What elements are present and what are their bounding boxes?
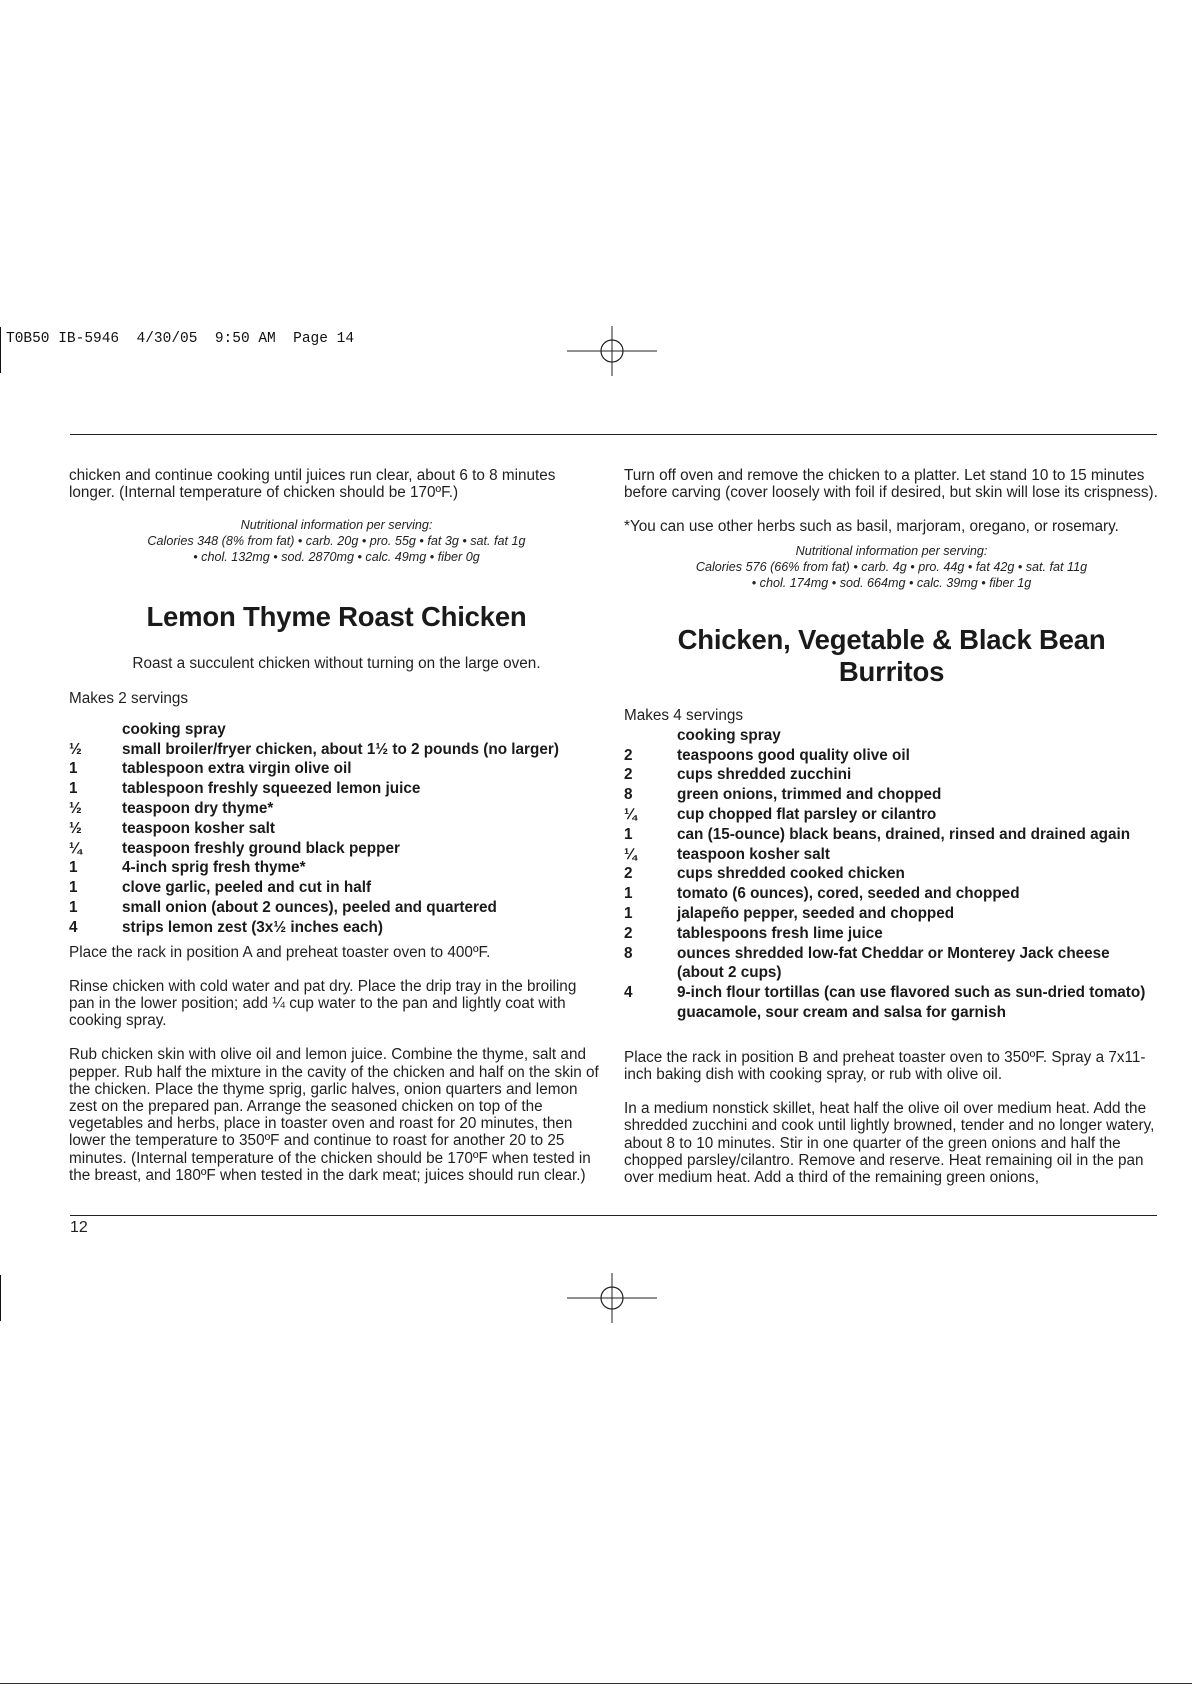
recipe-description: Roast a succulent chicken without turning on the large oven. <box>132 655 541 673</box>
instruction-step: Place the rack in position B and preheat toaster oven to 350ºF. Spray a 7x11-inch baking dish with cooking spray, or rub with olive oil. <box>624 1048 1146 1083</box>
footnote: *You can use other herbs such as basil, marjoram, oregano, or rosemary. <box>624 518 1119 536</box>
nutrition-heading: Nutritional information per serving: <box>795 543 988 558</box>
recipe-title: Chicken, Vegetable & Black Bean Burritos <box>677 623 1106 687</box>
ingredient: 2 cups shredded cooked chicken <box>624 865 905 883</box>
continued-paragraph: Turn off oven and remove the chicken to a platter. Let stand 10 to 15 minutes before carving (cover loosely with foil if desired, but skin will lose its crispness). <box>624 467 1158 502</box>
ingredient: 8 green onions, trimmed and chopped <box>624 786 942 804</box>
nutrition-info <box>69 517 604 565</box>
ingredient: 2 teaspoons good quality olive oil <box>624 746 910 764</box>
ingredient: 2 cups shredded zucchini <box>624 766 852 784</box>
ingredient: 1 clove garlic, peeled and cut in half <box>69 879 372 897</box>
page-number: 12 <box>70 1219 88 1236</box>
ingredient: 1 tomato (6 ounces), cored, seeded and chopped <box>624 885 1020 903</box>
ingredient: ½ teaspoon kosher salt <box>69 819 276 837</box>
nutrition-info <box>624 543 1159 591</box>
servings: Makes 2 servings <box>69 689 189 707</box>
ingredient: ½ teaspoon dry thyme* <box>69 800 274 817</box>
recipe-title: Lemon Thyme Roast Chicken <box>146 601 527 633</box>
ingredient-list <box>624 726 1159 1023</box>
ingredient: ¼ teaspoon freshly ground black pepper <box>69 839 400 857</box>
nutrition-line: • chol. 174mg • sod. 664mg • calc. 39mg • fiber 1g <box>751 575 1032 590</box>
ingredient-list <box>69 720 604 938</box>
instruction-step: Place the rack in position A and preheat toaster oven to 400ºF. <box>69 943 491 961</box>
ingredient: 1 4-inch sprig fresh thyme* <box>69 859 306 877</box>
crop-mark-bottom-left <box>0 1275 1 1321</box>
ingredient: 1 jalapeño pepper, seeded and chopped <box>624 904 955 922</box>
nutrition-heading: Nutritional information per serving: <box>240 518 433 533</box>
ingredient: 8 ounces shredded low-fat Cheddar or Monterey Jack cheese (about 2 cups) <box>624 944 1110 982</box>
ingredient: ¼ cup chopped flat parsley or cilantro <box>624 806 937 823</box>
printer-slug: T0B50 IB-5946 4/30/05 9:50 AM Page 14 <box>6 331 355 347</box>
ingredient: 4 9-inch flour tortillas (can use flavored such as sun-dried tomato) <box>624 984 1146 1002</box>
footer-rule <box>70 1215 1157 1216</box>
ingredient: 4 strips lemon zest (3x½ inches each) <box>69 918 383 936</box>
nutrition-line: • chol. 132mg • sod. 2870mg • calc. 49mg • fiber 0g <box>193 550 480 565</box>
registration-mark-top <box>567 326 657 376</box>
registration-mark-bottom <box>567 1273 657 1323</box>
ingredient: ¼ teaspoon kosher salt <box>624 845 831 863</box>
instruction-step: In a medium nonstick skillet, heat half the olive oil over medium heat. Add the shredded zucchini and cook until lightly browned, tender and no longer watery, about 8 to 10 minutes. Stir in one quarter of the green onions and half the chopped parsley/cilantro. Remove and reserve. Heat remaining oil in the pan over medium heat. Add a third of the remaining green onions, <box>624 1100 1155 1186</box>
page-bottom-rule <box>0 1683 1192 1684</box>
ingredient: 1 tablespoon freshly squeezed lemon juice <box>69 780 421 798</box>
ingredient: cooking spray <box>122 720 226 738</box>
left-column <box>69 467 604 1184</box>
servings: Makes 4 servings <box>624 706 744 724</box>
crop-mark-top-left <box>0 327 1 373</box>
ingredient: 1 tablespoon extra virgin olive oil <box>69 760 352 778</box>
ingredient: guacamole, sour cream and salsa for garnish <box>677 1003 1007 1021</box>
continued-paragraph: chicken and continue cooking until juices run clear, about 6 to 8 minutes longer. (Internal temperature of chicken should be 170ºF.) <box>69 467 556 502</box>
ingredient: cooking spray <box>677 726 781 744</box>
right-column <box>624 467 1159 1186</box>
instruction-step: Rinse chicken with cold water and pat dry. Place the drip tray in the broiling pan in the lower position; add ¼ cup water to the pan and lightly coat with cooking spray. <box>69 977 577 1030</box>
instruction-step: Rub chicken skin with olive oil and lemon juice. Combine the thyme, salt and pepper. Rub half the mixture in the cavity of the chicken and half on the skin of the chicken. Place the thyme sprig, garlic halves, onion quarters and lemon zest on the prepared pan. Arrange the seasoned chicken on top of the vegetables and herbs, place in toaster oven and roast for 20 minutes, then lower the temperature to 350ºF and continue to roast for another 20 to 25 minutes. (Internal temperature of the chicken should be 170ºF when tested in the breast, and 180ºF when tested in the dark meat; juices should run clear.) <box>69 1046 599 1184</box>
ingredient: 1 can (15-ounce) black beans, drained, rinsed and drained again <box>624 825 1131 843</box>
nutrition-line: Calories 348 (8% from fat) • carb. 20g • pro. 55g • fat 3g • sat. fat 1g <box>147 534 526 549</box>
nutrition-line: Calories 576 (66% from fat) • carb. 4g • pro. 44g • fat 42g • sat. fat 11g <box>695 559 1088 574</box>
ingredient: 1 small onion (about 2 ounces), peeled and quartered <box>69 898 497 916</box>
header-rule <box>70 434 1157 435</box>
ingredient: ½ small broiler/fryer chicken, about 1½ to 2 pounds (no larger) <box>69 740 559 758</box>
ingredient: 2 tablespoons fresh lime juice <box>624 924 883 942</box>
